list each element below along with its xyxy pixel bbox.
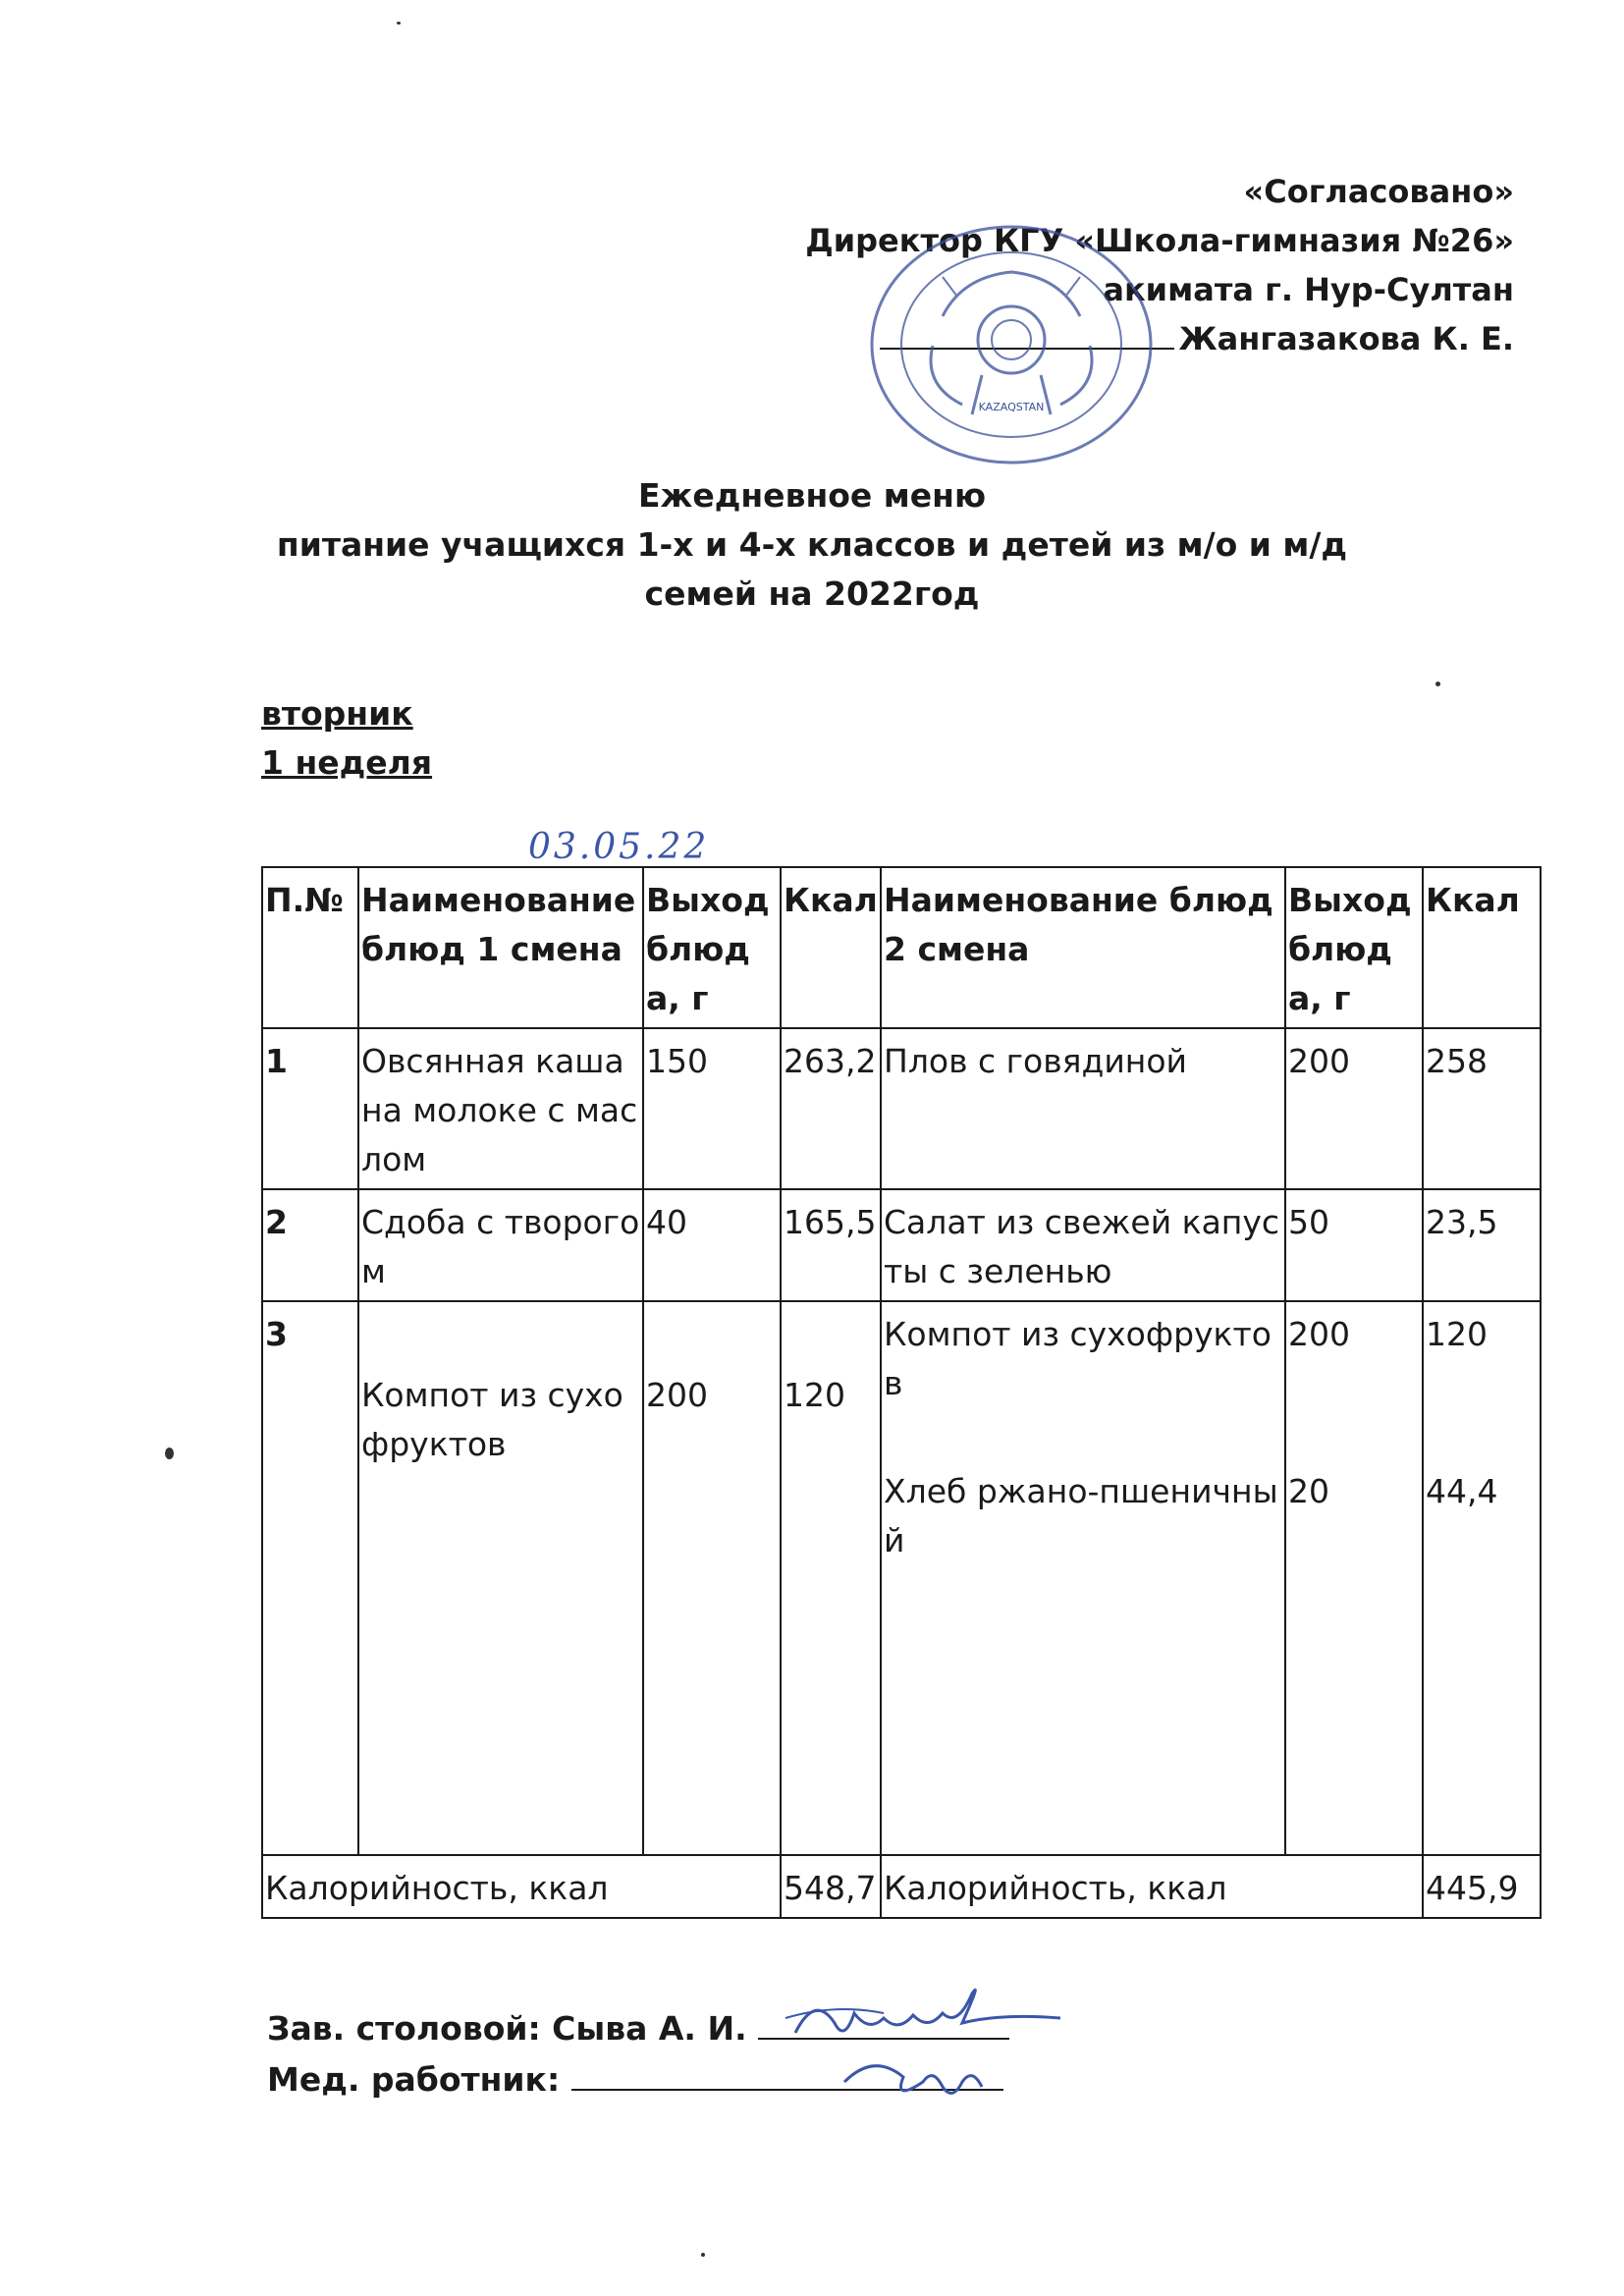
dish-shift-2: Хлеб ржано-пшеничный — [884, 1472, 1278, 1559]
dish-shift-2-cell — [881, 1301, 1285, 1855]
row-number: 1 — [262, 1028, 358, 1189]
weekday: вторник — [261, 694, 413, 733]
table-row — [262, 1301, 1541, 1855]
total-kcal-shift-2: 445,9 — [1423, 1855, 1541, 1918]
kcal-shift-2: 120 — [1426, 1315, 1488, 1353]
row-number: 3 — [262, 1301, 358, 1855]
header-number: П.№ — [262, 867, 358, 1028]
week-number: 1 неделя — [261, 743, 433, 782]
header-output-shift-2: Выход блюда, г — [1285, 867, 1423, 1028]
kcal-shift-1: 165,5 — [781, 1189, 881, 1301]
approval-akimat: акимата г. Нур-Султан — [1103, 271, 1514, 308]
output-shift-2-cell — [1285, 1301, 1423, 1855]
menu-table — [261, 866, 1542, 1919]
dish-shift-2: Компот из сухофруктов — [884, 1315, 1272, 1402]
handwritten-date: 03.05.22 — [528, 827, 710, 867]
dish-shift-1: Овсянная каша на молоке с маслом — [358, 1028, 643, 1189]
medic-signature — [835, 2043, 1011, 2111]
dish-shift-2: Плов с говядиной — [881, 1028, 1285, 1189]
scan-speck — [701, 2253, 705, 2257]
director-name: Жангазакова К. Е. — [1178, 320, 1514, 357]
row-number: 2 — [262, 1189, 358, 1301]
document-title — [0, 471, 1624, 619]
dish-shift-1: Компот из сухофруктов — [358, 1301, 643, 1855]
output-shift-2: 20 — [1288, 1472, 1329, 1510]
kcal-shift-2: 44,4 — [1426, 1472, 1498, 1510]
output-shift-1: 200 — [643, 1301, 781, 1855]
kcal-shift-2: 23,5 — [1423, 1189, 1541, 1301]
output-shift-1: 40 — [643, 1189, 781, 1301]
output-shift-2: 200 — [1288, 1315, 1350, 1353]
medic-label: Мед. работник: — [267, 2060, 561, 2099]
scan-speck — [1435, 682, 1440, 686]
output-shift-2: 200 — [1285, 1028, 1423, 1189]
output-shift-2: 50 — [1285, 1189, 1423, 1301]
kcal-shift-1: 120 — [781, 1301, 881, 1855]
kcal-shift-2-cell — [1423, 1301, 1541, 1855]
kcal-shift-1: 263,2 — [781, 1028, 881, 1189]
total-label-shift-2: Калорийность, ккал — [881, 1855, 1423, 1918]
approval-heading: «Согласовано» — [1243, 173, 1514, 210]
table-row — [262, 1028, 1541, 1189]
header-dish-shift-1: Наименование блюд 1 смена — [358, 867, 643, 1028]
dish-shift-1: Сдоба с творогом — [358, 1189, 643, 1301]
canteen-head-label: Зав. столовой: Сыва А. И. — [267, 2009, 747, 2048]
table-row — [262, 1189, 1541, 1301]
approval-director: Директор КГУ «Школа-гимназия №26» — [805, 222, 1514, 259]
day-week-block — [261, 689, 432, 788]
header-output-shift-1: Выход блюда, г — [643, 867, 781, 1028]
table-header-row — [262, 867, 1541, 1028]
header-kcal-shift-1: Ккал — [781, 867, 881, 1028]
kcal-shift-2: 258 — [1423, 1028, 1541, 1189]
total-label-shift-1: Калорийность, ккал — [262, 1855, 781, 1918]
header-dish-shift-2: Наименование блюд 2 смена — [881, 867, 1285, 1028]
scan-speck — [397, 22, 401, 25]
title-line-3: семей на 2022год — [644, 574, 980, 613]
scan-speck — [165, 1448, 174, 1459]
total-kcal-shift-1: 548,7 — [781, 1855, 881, 1918]
output-shift-1: 150 — [643, 1028, 781, 1189]
dish-shift-2: Салат из свежей капусты с зеленью — [881, 1189, 1285, 1301]
stamp-text: KAZAQSTAN — [978, 401, 1045, 413]
header-kcal-shift-2: Ккал — [1423, 867, 1541, 1028]
title-line-1: Ежедневное меню — [637, 476, 987, 515]
table-total-row — [262, 1855, 1541, 1918]
title-line-2: питание учащихся 1-х и 4-х классов и детей из м/о и м/д — [276, 525, 1348, 564]
school-seal-stamp — [864, 218, 1159, 471]
